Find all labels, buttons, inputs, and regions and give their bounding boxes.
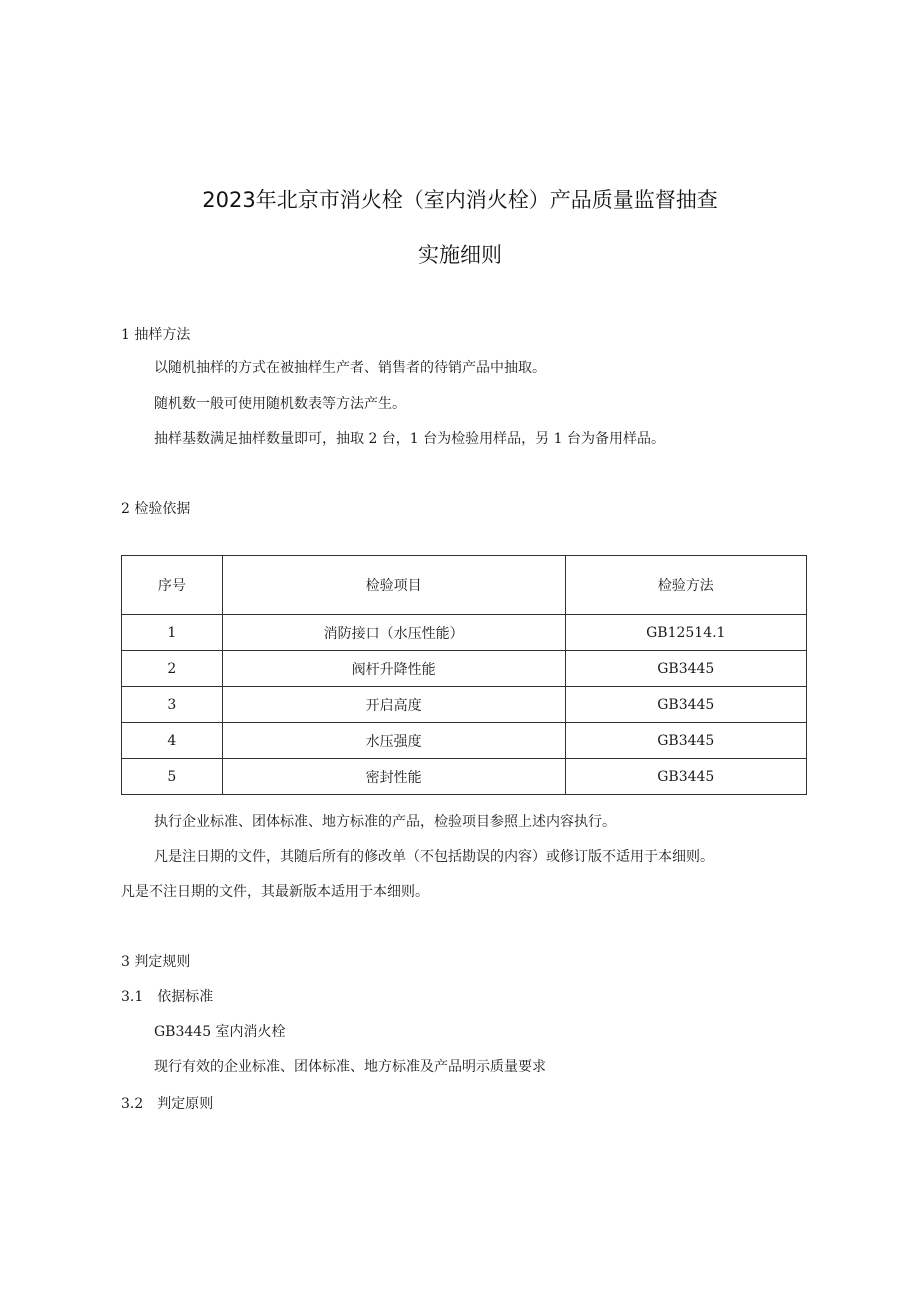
table-header-row [122,556,807,615]
table-row [122,723,807,759]
section-2-note: 凡是注日期的文件，其随后所有的修改单（不包括勘误的内容）或修订版不适用于本细则。 [154,849,714,865]
section-2-heading: 2 检验依据 [121,501,191,517]
cell-item: 阀杆升降性能 [222,651,565,687]
subsection-3-2-heading: 3.2 判定原则 [121,1096,214,1112]
subsection-3-1-heading: 3.1 依据标准 [121,989,214,1005]
cell-seq: 4 [122,723,223,759]
document-title-line-1: 2023年北京市消火栓（室内消火栓）产品质量监督抽查 [202,188,718,212]
cell-item: 消防接口（水压性能） [222,615,565,651]
inspection-basis-table [121,555,807,795]
cell-method: GB3445 [565,687,806,723]
section-3-heading: 3 判定规则 [121,954,191,970]
table-row [122,687,807,723]
cell-item: 密封性能 [222,759,565,795]
section-2-note-continuation: 凡是不注日期的文件，其最新版本适用于本细则。 [121,884,429,900]
section-1-paragraph: 抽样基数满足抽样数量即可，抽取 2 台，1 台为检验用样品，另 1 台为备用样品。 [154,431,665,447]
standard-item: 现行有效的企业标准、团体标准、地方标准及产品明示质量要求 [154,1059,546,1075]
section-1-paragraph: 以随机抽样的方式在被抽样生产者、销售者的待销产品中抽取。 [154,360,546,376]
header-seq: 序号 [122,556,223,615]
document-title-line-2: 实施细则 [418,243,502,267]
cell-method: GB12514.1 [565,615,806,651]
section-2-note: 执行企业标准、团体标准、地方标准的产品，检验项目参照上述内容执行。 [154,814,616,830]
cell-method: GB3445 [565,723,806,759]
section-1-paragraph: 随机数一般可使用随机数表等方法产生。 [154,396,406,412]
cell-method: GB3445 [565,651,806,687]
standard-item: GB3445 室内消火栓 [154,1024,286,1040]
cell-seq: 1 [122,615,223,651]
header-method: 检验方法 [565,556,806,615]
cell-seq: 3 [122,687,223,723]
header-item: 检验项目 [222,556,565,615]
cell-seq: 2 [122,651,223,687]
cell-method: GB3445 [565,759,806,795]
table-row [122,651,807,687]
cell-item: 开启高度 [222,687,565,723]
section-1-heading: 1 抽样方法 [121,327,191,343]
table-row [122,615,807,651]
cell-seq: 5 [122,759,223,795]
cell-item: 水压强度 [222,723,565,759]
table-row [122,759,807,795]
